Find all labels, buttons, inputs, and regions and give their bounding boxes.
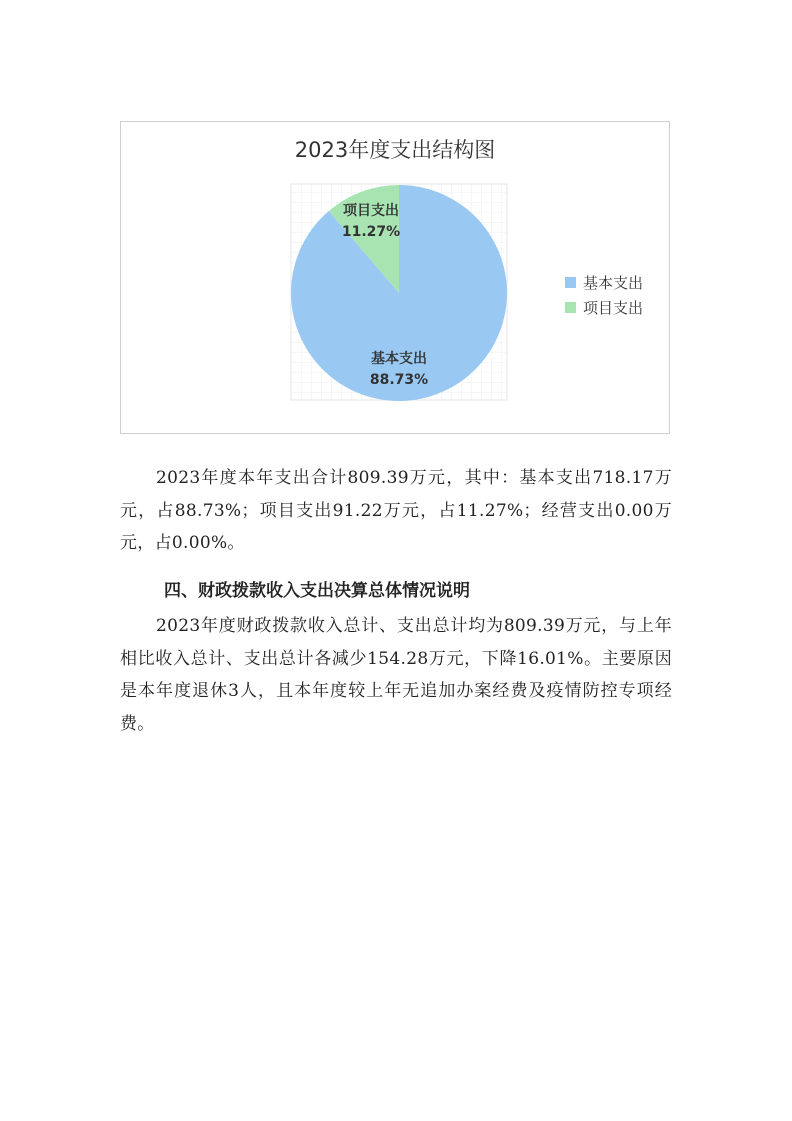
legend-label-project: 项目支出 [583,299,644,317]
chart-legend [565,270,643,320]
paragraph-expenditure-summary: 2023年度本年支出合计809.39万元，其中：基本支出718.17万元，占88.73%；项目支出91.22万元，占11.27%；经营支出0.00万元，占0.00%。 [120,468,672,553]
legend-item-basic [565,270,643,295]
chart-title: 2023年度支出结构图 [294,138,496,162]
slice-value-label: 11.27% [341,224,401,240]
slice-name-label: 项目支出 [343,203,399,219]
slice-name-label: 基本支出 [371,351,427,367]
legend-item-project [565,295,643,320]
legend-label-basic: 基本支出 [583,274,644,292]
legend-swatch-basic [565,277,576,288]
chart-container [120,121,670,434]
paragraph-fiscal-summary: 2023年度财政拨款收入总计、支出总计均为809.39万元，与上年相比收入总计、支出总计各减少154.28万元，下降16.01%。主要原因是本年度退休3人，且本年度较上年无追加办案经费及疫情防控专项经费。 [120,616,672,734]
pie-slice-basic [291,185,507,401]
slice-value-label: 88.73% [369,372,429,388]
legend-swatch-project [565,302,576,313]
section-heading: 四、财政拨款收入支出决算总体情况说明 [164,581,470,601]
